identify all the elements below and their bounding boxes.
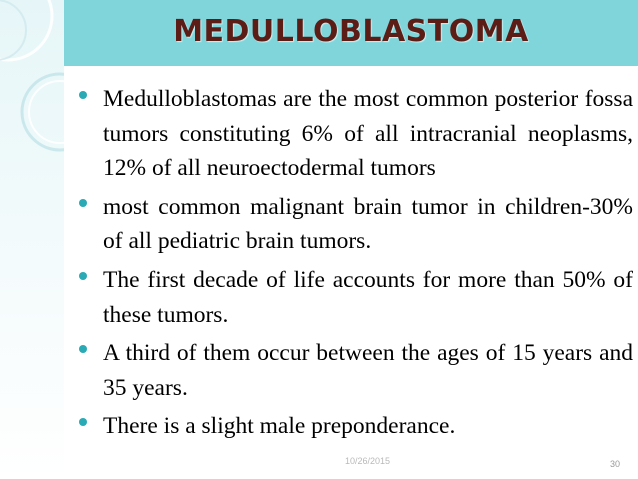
title-bar (64, 0, 638, 69)
bullet-item (77, 82, 633, 186)
bullet-list (77, 82, 633, 448)
bullet-item (77, 263, 633, 332)
bullet-item (77, 409, 633, 444)
bullet-text: most common malignant brain tumor in children-30% of all pediatric brain tumors. (103, 193, 633, 255)
decorative-circles-graphic (0, 0, 64, 200)
slide-number: 30 (610, 459, 621, 469)
bullet-item (77, 336, 633, 405)
bullet-text: The first decade of life accounts for more than 50% of these tumors. (103, 266, 633, 328)
slide-title: MEDULLOBLASTOMA (173, 14, 529, 49)
footer-date: 10/26/2015 (345, 456, 391, 466)
bullet-item (77, 190, 633, 259)
bullet-dot-icon (79, 345, 87, 353)
left-decor-panel (0, 0, 64, 479)
bullet-text: There is a slight male preponderance. (103, 413, 456, 440)
bullet-text: Medulloblastomas are the most common posterior fossa tumors constituting 6% of all intracranial neoplasms, 12% of all neuroectodermal tumors (103, 86, 633, 182)
bullet-dot-icon (79, 91, 87, 99)
bullet-dot-icon (79, 418, 87, 426)
bullet-dot-icon (79, 272, 87, 280)
bullet-dot-icon (79, 199, 87, 207)
bullet-text: A third of them occur between the ages of 15 years and 35 years. (103, 340, 633, 401)
